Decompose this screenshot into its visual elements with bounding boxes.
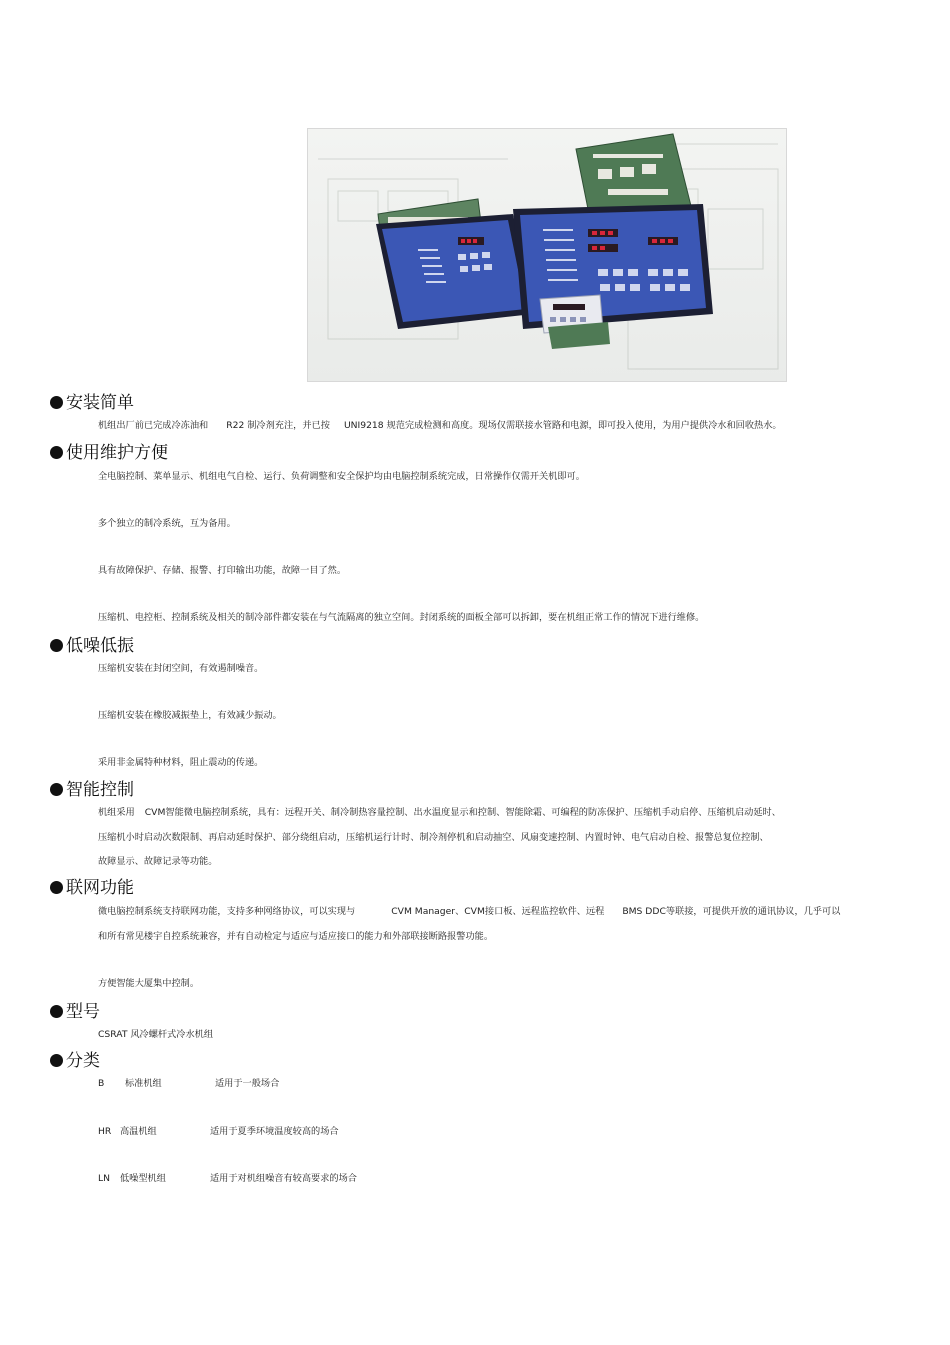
class-name: 高温机组	[120, 1126, 157, 1137]
class-code: B	[98, 1078, 105, 1089]
section-heading-model: 型号	[50, 1002, 100, 1022]
paragraph: 压缩机安装在橡胶减振垫上，有效减少振动。	[98, 710, 282, 721]
paragraph: 机组出厂前已完成冷冻油和 R22 制冷剂充注，并已按 UNI9218 规范完成检测和高度。现场仅需联接水管路和电源，即可投入使用，为用户提供冷水和回收热水。	[98, 420, 782, 431]
paragraph: CSRAT 风冷螺杆式冷水机组	[98, 1029, 214, 1040]
section-heading-low-noise: 低噪低振	[50, 636, 134, 656]
paragraph: 机组采用 CVM智能微电脑控制系统，具有：远程开关、制冷制热容量控制、出水温度显示和控制、智能除霜、可编程的防冻保护、压缩机手动启停、压缩机启动延时、	[98, 807, 781, 818]
paragraph: 压缩机小时启动次数限制、再启动延时保护、部分绕组启动，压缩机运行计时、制冷剂停机和启动抽空、风扇变速控制、内置时钟、电气启动自检、报警总复位控制、	[98, 832, 769, 843]
paragraph: 压缩机安装在封闭空间，有效遏制噪音。	[98, 663, 264, 674]
classification-row	[98, 1126, 339, 1138]
class-use: 适用于夏季环境温度较高的场合	[210, 1126, 339, 1137]
bullet-icon	[50, 639, 63, 652]
paragraph: 采用非金属特种材料，阻止震动的传递。	[98, 757, 264, 768]
bullet-icon	[50, 446, 63, 459]
paragraph: 故障显示、故障记录等功能。	[98, 856, 218, 867]
paragraph: 多个独立的制冷系统，互为备用。	[98, 518, 236, 529]
paragraph: 微电脑控制系统支持联网功能，支持多种网络协议，可以实现与 CVM Manager、CVM接口板、远程监控软件、远程 BMS DDC等联接，可提供开放的通讯协议，几乎可以	[98, 906, 841, 917]
classification-row	[98, 1078, 279, 1090]
section-heading-install: 安装简单	[50, 393, 134, 413]
bullet-icon	[50, 396, 63, 409]
paragraph: 全电脑控制、菜单显示、机组电气自检、运行、负荷调整和安全保护均由电脑控制系统完成，日常操作仅需开关机即可。	[98, 471, 585, 482]
section-heading-classification: 分类	[50, 1051, 100, 1071]
class-code: LN	[98, 1173, 110, 1184]
paragraph: 具有故障保护、存储、报警、打印输出功能，故障一目了然。	[98, 565, 347, 576]
section-heading-maintenance: 使用维护方便	[50, 443, 168, 463]
controller-panel-left	[376, 214, 533, 329]
paragraph: 压缩机、电控柜、控制系统及相关的制冷部件都安装在与气流隔离的独立空间。封闭系统的面板全部可以拆卸，要在机组正常工作的情况下进行维修。	[98, 612, 705, 623]
bullet-icon	[50, 881, 63, 894]
class-name: 标准机组	[125, 1078, 162, 1089]
section-heading-networking: 联网功能	[50, 878, 134, 898]
paragraph: 方便智能大厦集中控制。	[98, 978, 200, 989]
class-use: 适用于对机组噪音有较高要求的场合	[210, 1173, 357, 1184]
bullet-icon	[50, 783, 63, 796]
keypad-module	[540, 295, 610, 349]
bullet-icon	[50, 1005, 63, 1018]
section-heading-smart-control: 智能控制	[50, 780, 134, 800]
bullet-icon	[50, 1054, 63, 1067]
class-code: HR	[98, 1126, 112, 1137]
classification-row	[98, 1173, 357, 1185]
class-use: 适用于一般场合	[215, 1078, 280, 1089]
paragraph: 和所有常见楼宇自控系统兼容，并有自动检定与适应与适应接口的能力和外部联接断路报警功能。	[98, 931, 494, 942]
product-photo	[307, 128, 787, 382]
class-name: 低噪型机组	[120, 1173, 166, 1184]
